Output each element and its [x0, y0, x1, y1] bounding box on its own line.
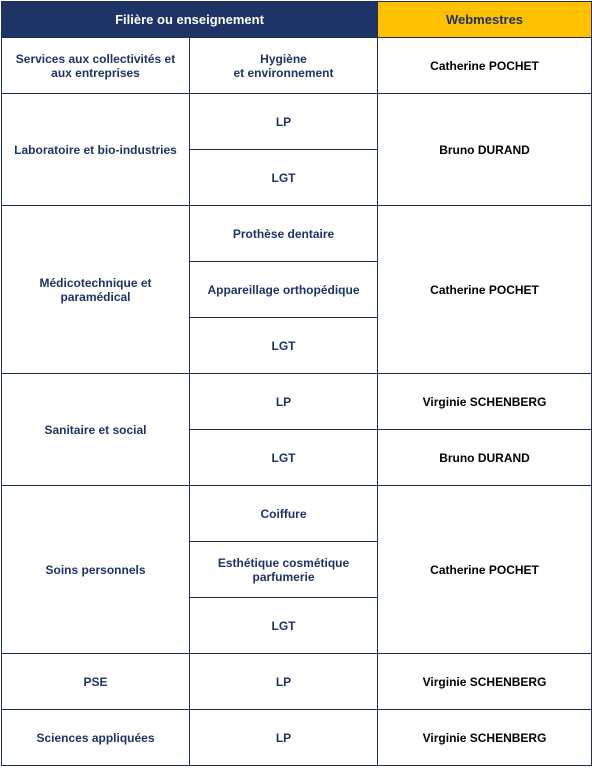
enseignement-cell: Prothèse dentaire [190, 206, 378, 262]
enseignement-cell: LP [190, 654, 378, 710]
webmestre-cell: Bruno DURAND [378, 430, 592, 486]
table-row [2, 710, 592, 766]
enseignement-cell: LGT [190, 430, 378, 486]
filiere-cell: Laboratoire et bio-industries [2, 94, 190, 206]
table-row [2, 374, 592, 430]
filiere-cell: Sanitaire et social [2, 374, 190, 486]
header-webmestres: Webmestres [378, 2, 592, 38]
webmestre-cell: Bruno DURAND [378, 94, 592, 206]
table-row [2, 486, 592, 542]
webmestre-cell: Virginie SCHENBERG [378, 374, 592, 430]
webmestre-cell: Virginie SCHENBERG [378, 710, 592, 766]
enseignement-cell: Hygiène et environnement [190, 38, 378, 94]
enseignement-cell: LP [190, 374, 378, 430]
enseignement-cell: LGT [190, 150, 378, 206]
enseignement-cell: Esthétique cosmétique parfumerie [190, 542, 378, 598]
enseignement-cell: LGT [190, 598, 378, 654]
webmestre-cell: Catherine POCHET [378, 38, 592, 94]
table-row [2, 206, 592, 262]
webmestre-cell: Catherine POCHET [378, 486, 592, 654]
table-row [2, 654, 592, 710]
enseignement-cell: LGT [190, 318, 378, 374]
webmasters-table [1, 1, 592, 766]
enseignement-cell: LP [190, 710, 378, 766]
enseignement-cell: LP [190, 94, 378, 150]
table-row [2, 38, 592, 94]
filiere-cell: Services aux collectivités et aux entreprises [2, 38, 190, 94]
filiere-cell: PSE [2, 654, 190, 710]
filiere-cell: Soins personnels [2, 486, 190, 654]
enseignement-cell: Appareillage orthopédique [190, 262, 378, 318]
filiere-cell: Sciences appliquées [2, 710, 190, 766]
webmestre-cell: Catherine POCHET [378, 206, 592, 374]
header-filiere: Filière ou enseignement [2, 2, 378, 38]
table-row [2, 94, 592, 150]
webmestre-cell: Virginie SCHENBERG [378, 654, 592, 710]
filiere-cell: Médicotechnique et paramédical [2, 206, 190, 374]
enseignement-cell: Coiffure [190, 486, 378, 542]
table-header-row [2, 2, 592, 38]
